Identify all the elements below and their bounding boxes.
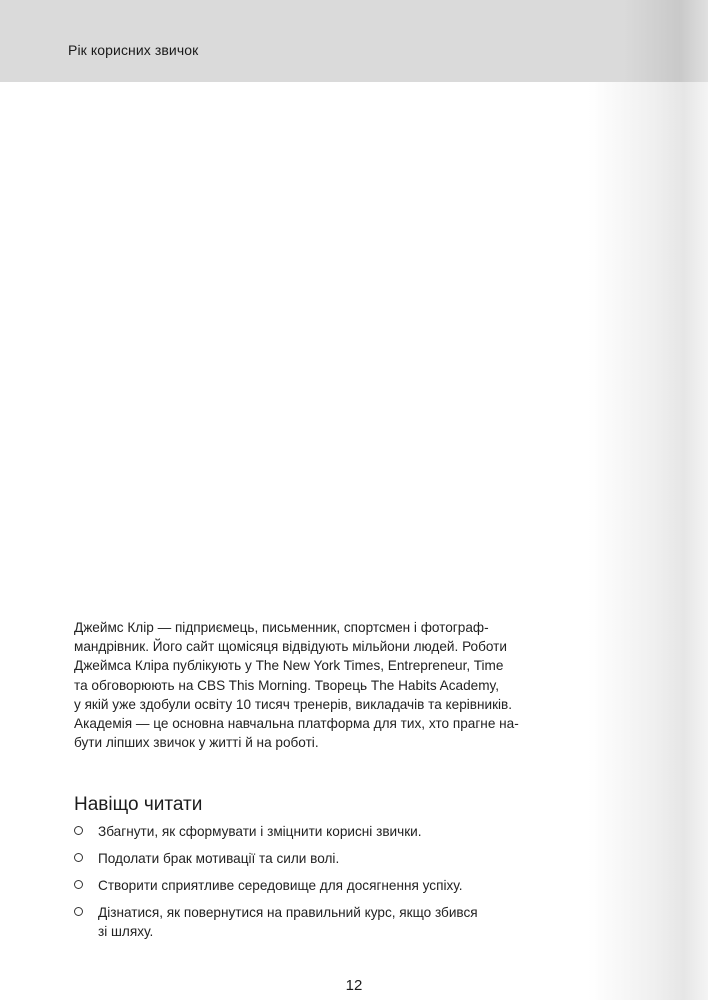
bio-line: Академія — це основна навчальна платформа для тих, хто прагне на- [74, 716, 519, 732]
circle-bullet-icon [74, 826, 83, 835]
bio-line: Джеймс Клір — підприємець, письменник, спортсмен і фотограф- [74, 620, 489, 635]
bio-line: бути ліпших звичок у житті й на роботі. [74, 735, 319, 751]
circle-bullet-icon [74, 907, 83, 916]
list-item [74, 822, 534, 841]
list-item-text: зі шляху. [98, 924, 154, 939]
reasons-list [74, 822, 534, 941]
section-heading: Навіщо читати [74, 794, 203, 815]
list-item-text: Збагнути, як сформувати і зміцнити корисні звички. [98, 824, 422, 839]
list-item-text: Подолати брак мотивації та сили волі. [98, 851, 340, 866]
author-bio [74, 618, 534, 752]
bio-line: Джеймса Кліра публікують у The New York Times, Entrepreneur, Time [74, 658, 504, 674]
running-header [0, 0, 708, 82]
bio-line: у якій уже здобули освіту 10 тисяч тренерів, викладачів та керівників. [74, 696, 513, 712]
list-item-text: Створити сприятливе середовище для досягнення успіху. [98, 878, 463, 893]
list-item [74, 849, 534, 868]
circle-bullet-icon [74, 880, 83, 889]
book-title: Рік корисних звичок [68, 42, 199, 58]
bio-line: та обговорюють на CBS This Morning. Творець The Habits Academy, [74, 677, 500, 693]
list-item-text: Дізнатися, як повернутися на правильний курс, якщо збився [98, 905, 478, 920]
page-edge-shadow [588, 0, 708, 1000]
list-item [74, 903, 534, 941]
page-number: 12 [345, 977, 363, 994]
list-item [74, 876, 534, 895]
circle-bullet-icon [74, 853, 83, 862]
bio-line: мандрівник. Його сайт щомісяця відвідують мільйони людей. Роботи [74, 639, 507, 655]
